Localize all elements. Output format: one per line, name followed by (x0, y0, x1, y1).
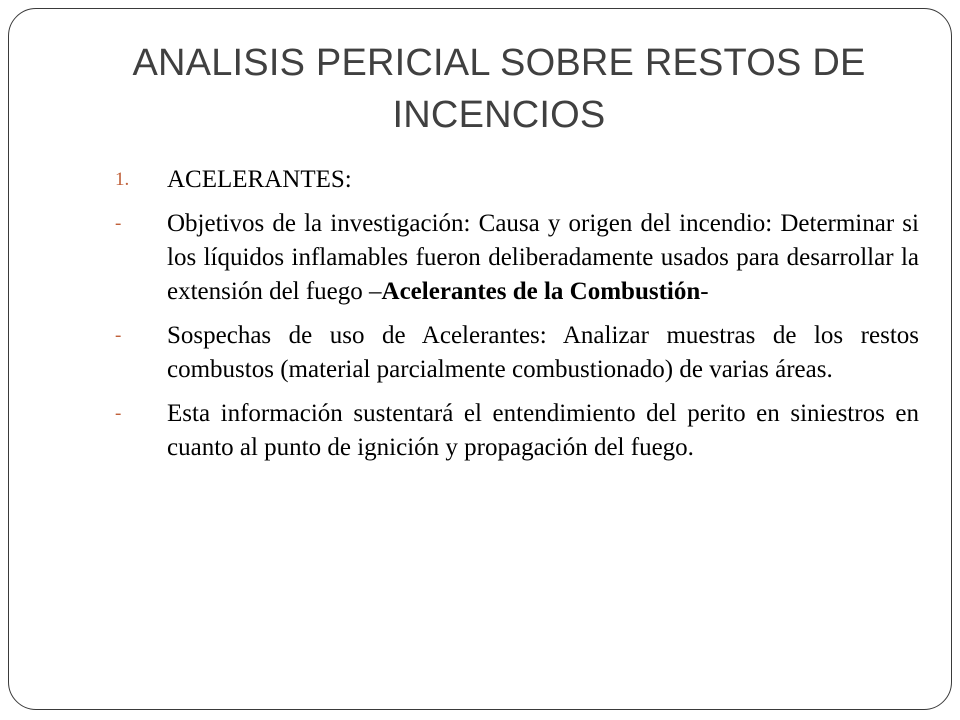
item-bold-text: Acelerantes de la Combustión (381, 278, 701, 305)
slide-title (69, 37, 929, 141)
title-line-2: INCENCIOS (392, 94, 606, 136)
slide-frame (8, 8, 952, 710)
numbered-item-acelerantes (109, 163, 919, 197)
item-text: Sospechas de uso de Acelerantes: Analizar muestras de los restos combustos (material parcialmente combustionado) de varias áreas. (167, 322, 919, 383)
item-text-suffix: - (700, 278, 709, 305)
slide-body (109, 163, 919, 465)
bullet-dash: - (115, 325, 122, 346)
bullet-dash: - (115, 403, 122, 424)
bullet-dash: - (115, 213, 122, 234)
item-number: 1. (115, 169, 130, 190)
bullet-item-informacion (109, 397, 919, 465)
title-line-1: ANALISIS PERICIAL SOBRE RESTOS DE (132, 42, 866, 84)
item-text: ACELERANTES: (167, 166, 352, 193)
bullet-item-objetivos (109, 207, 919, 309)
bullet-item-sospechas (109, 319, 919, 387)
item-text: Objetivos de la investigación: Causa y origen del incendio: Determinar si los líquidos inflamables fueron deliberadamente usados para desarrollar la extensión del fuego – (167, 210, 919, 305)
item-text: Esta información sustentará el entendimiento del perito en siniestros en cuanto al punto de ignición y propagación del fuego. (167, 400, 919, 461)
